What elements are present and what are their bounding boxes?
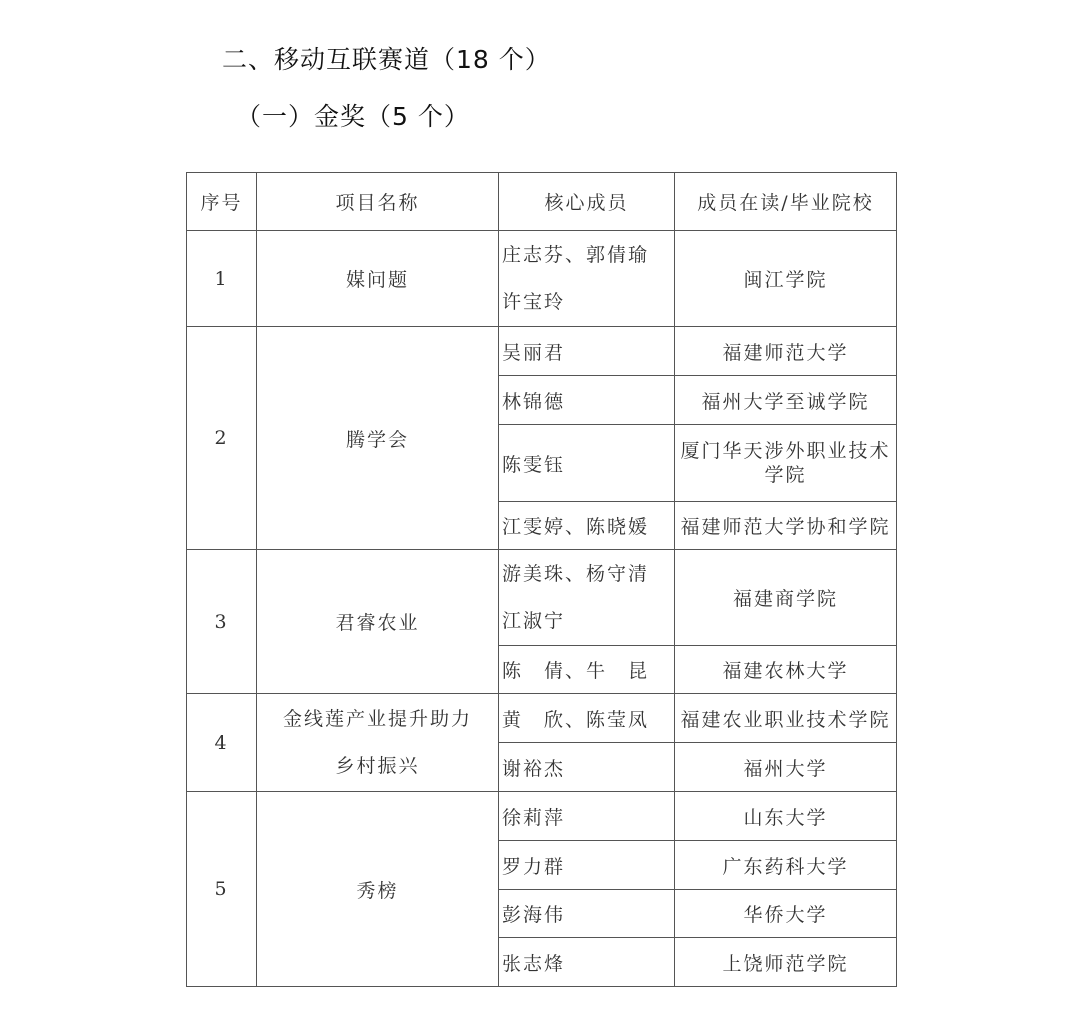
project-name-line: 乡村振兴 bbox=[335, 754, 420, 777]
project-number: 5 bbox=[187, 792, 257, 987]
member-names: 张志烽 bbox=[499, 938, 675, 987]
project-number: 2 bbox=[187, 327, 257, 550]
school-name: 闽江学院 bbox=[675, 231, 897, 327]
member-names: 徐莉萍 bbox=[499, 792, 675, 841]
table-row bbox=[187, 550, 897, 646]
school-name: 山东大学 bbox=[675, 792, 897, 841]
project-number: 3 bbox=[187, 550, 257, 694]
school-name-cell bbox=[675, 425, 897, 502]
project-number: 1 bbox=[187, 231, 257, 327]
member-cell bbox=[499, 550, 675, 646]
member-names-line: 游美珠、杨守清 bbox=[502, 562, 650, 585]
member-names: 黄 欣、陈莹凤 bbox=[499, 694, 675, 743]
member-names: 林锦德 bbox=[499, 376, 675, 425]
member-names-line: 江淑宁 bbox=[502, 609, 566, 632]
member-names-line: 庄志芬、郭倩瑜 bbox=[502, 243, 650, 266]
project-name: 媒问题 bbox=[257, 231, 499, 327]
table-row bbox=[187, 327, 897, 376]
school-name: 福建农业职业技术学院 bbox=[675, 694, 897, 743]
table-row bbox=[187, 231, 897, 327]
project-number: 4 bbox=[187, 694, 257, 792]
project-name: 君睿农业 bbox=[257, 550, 499, 694]
member-cell bbox=[499, 231, 675, 327]
school-name: 福建农林大学 bbox=[675, 646, 897, 694]
section-title: 二、移动互联赛道（18 个） bbox=[222, 45, 551, 74]
school-name-line: 学院 bbox=[764, 464, 807, 486]
project-name: 秀榜 bbox=[257, 792, 499, 987]
table-row bbox=[187, 792, 897, 841]
school-name: 福建师范大学协和学院 bbox=[675, 502, 897, 550]
gold-award-table bbox=[186, 172, 897, 987]
member-names: 罗力群 bbox=[499, 841, 675, 890]
member-names: 陈雯钰 bbox=[499, 425, 675, 502]
table-row bbox=[187, 694, 897, 743]
member-names: 江雯婷、陈晓媛 bbox=[499, 502, 675, 550]
school-name-line: 厦门华天涉外职业技术 bbox=[680, 440, 891, 462]
member-names: 陈 倩、牛 昆 bbox=[499, 646, 675, 694]
school-name: 福州大学 bbox=[675, 743, 897, 792]
member-names: 谢裕杰 bbox=[499, 743, 675, 792]
header-no: 序号 bbox=[187, 173, 257, 231]
member-names-line: 许宝玲 bbox=[502, 290, 566, 313]
project-name-line: 金线莲产业提升助力 bbox=[282, 707, 472, 730]
project-name-cell bbox=[257, 694, 499, 792]
header-core-members: 核心成员 bbox=[499, 173, 675, 231]
school-name: 福建师范大学 bbox=[675, 327, 897, 376]
school-name: 上饶师范学院 bbox=[675, 938, 897, 987]
header-project-name: 项目名称 bbox=[257, 173, 499, 231]
school-name: 华侨大学 bbox=[675, 890, 897, 938]
member-names: 彭海伟 bbox=[499, 890, 675, 938]
project-name: 腾学会 bbox=[257, 327, 499, 550]
member-names: 吴丽君 bbox=[499, 327, 675, 376]
school-name: 福建商学院 bbox=[675, 550, 897, 646]
table-header-row bbox=[187, 173, 897, 231]
subsection-title: （一）金奖（5 个） bbox=[236, 102, 470, 131]
school-name: 广东药科大学 bbox=[675, 841, 897, 890]
school-name: 福州大学至诚学院 bbox=[675, 376, 897, 425]
header-school: 成员在读/毕业院校 bbox=[675, 173, 897, 231]
